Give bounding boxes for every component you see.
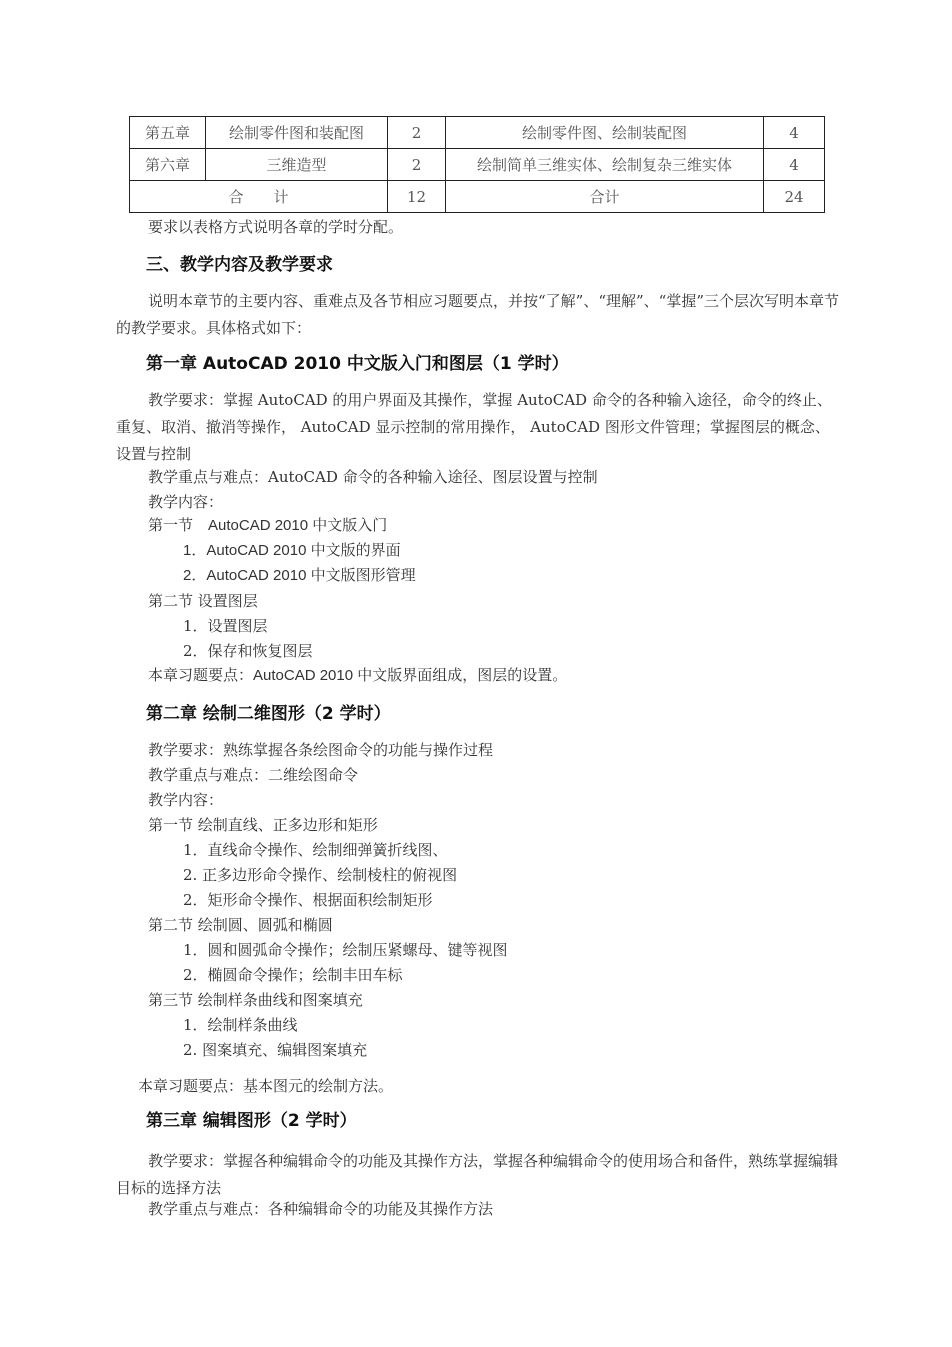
chapter-2-section-3: 第三节 绘制样条曲线和图案填充 [148, 991, 363, 1009]
list-item: 2．矩形命令操作、根据面积绘制矩形 [183, 891, 433, 909]
table-note: 要求以表格方式说明各章的学时分配。 [148, 218, 404, 236]
chapter-1-section-2: 第二节 设置图层 [148, 592, 258, 610]
chapter-1-requirement: 教学要求：掌握 AutoCAD 的用户界面及其操作，掌握 AutoCAD 命令的各种输入途径，命令的终止、重复、取消、撤消等操作， AutoCAD 显示控制的常用操作， AutoCAD 图形文件管理；掌握图层的概念、设置与控制 [116, 391, 832, 463]
chapter-1-heading: 第一章 AutoCAD 2010 中文版入门和图层（1 学时） [146, 354, 569, 374]
practice-hours-cell: 4 [764, 149, 825, 181]
list-item: 1．AutoCAD 2010 中文版的界面 [183, 542, 401, 559]
chapter-2-content-label: 教学内容： [148, 791, 224, 809]
practice-hours-cell: 4 [764, 117, 825, 149]
chapter-2-exercise: 本章习题要点：基本图元的绘制方法。 [138, 1077, 394, 1095]
chapter-2-requirement: 教学要求：熟练掌握各条绘图命令的功能与操作过程 [148, 741, 494, 759]
theory-hours-cell: 2 [388, 149, 446, 181]
list-item: 2．椭圆命令操作；绘制丰田车标 [183, 966, 403, 984]
chapter-3-heading: 第三章 编辑图形（2 学时） [146, 1111, 357, 1131]
table-row [130, 149, 825, 181]
chapter-1-exercise: 本章习题要点：AutoCAD 2010 中文版界面组成，图层的设置。 [148, 667, 568, 684]
chapter-3-requirement: 教学要求：掌握各种编辑命令的功能及其操作方法，掌握各种编辑命令的使用场合和备件，熟练掌握编辑目标的选择方法 [116, 1152, 839, 1197]
list-item: 1．设置图层 [183, 617, 268, 635]
list-item: 2．AutoCAD 2010 中文版图形管理 [183, 567, 416, 584]
chapter-1-section-1: 第一节 AutoCAD 2010 中文版入门 [148, 517, 388, 534]
list-item: 1．圆和圆弧命令操作；绘制压紧螺母、键等视图 [183, 941, 508, 959]
chapter-3-key-points: 教学重点与难点：各种编辑命令的功能及其操作方法 [148, 1200, 494, 1218]
total-practice-hours-cell: 24 [764, 181, 825, 213]
section-intro-paragraph: 说明本章节的主要内容、重难点及各节相应习题要点，并按“了解”、“理解”、“掌握”三个层次写明本章节的教学要求。具体格式如下： [116, 292, 840, 337]
chapter-cell: 第六章 [130, 149, 206, 181]
practice-topic-cell: 绘制零件图、绘制装配图 [446, 117, 764, 149]
chapter-1-content-label: 教学内容： [148, 493, 224, 511]
theory-topic-cell: 绘制零件图和装配图 [206, 117, 388, 149]
practice-topic-cell: 绘制简单三维实体、绘制复杂三维实体 [446, 149, 764, 181]
chapter-2-key-points: 教学重点与难点：二维绘图命令 [148, 766, 359, 784]
hours-table [129, 116, 825, 213]
chapter-1-key-points: 教学重点与难点：AutoCAD 命令的各种输入途径、图层设置与控制 [148, 468, 598, 486]
total-theory-hours-cell: 12 [388, 181, 446, 213]
total-label-cell: 合 计 [130, 181, 388, 213]
chapter-2-section-1: 第一节 绘制直线、正多边形和矩形 [148, 816, 378, 834]
table-total-row [130, 181, 825, 213]
list-item: 2. 图案填充、编辑图案填充 [183, 1041, 368, 1059]
chapter-cell: 第五章 [130, 117, 206, 149]
chapter-2-heading: 第二章 绘制二维图形（2 学时） [146, 704, 391, 724]
list-item: 2. 正多边形命令操作、绘制棱柱的俯视图 [183, 866, 458, 884]
list-item: 1．直线命令操作、绘制细弹簧折线图、 [183, 841, 448, 859]
table-row [130, 117, 825, 149]
total-practice-label-cell: 合计 [446, 181, 764, 213]
chapter-2-section-2: 第二节 绘制圆、圆弧和椭圆 [148, 916, 333, 934]
list-item: 1．绘制样条曲线 [183, 1016, 298, 1034]
theory-hours-cell: 2 [388, 117, 446, 149]
theory-topic-cell: 三维造型 [206, 149, 388, 181]
list-item: 2．保存和恢复图层 [183, 642, 313, 660]
section-heading: 三、教学内容及教学要求 [146, 255, 333, 275]
